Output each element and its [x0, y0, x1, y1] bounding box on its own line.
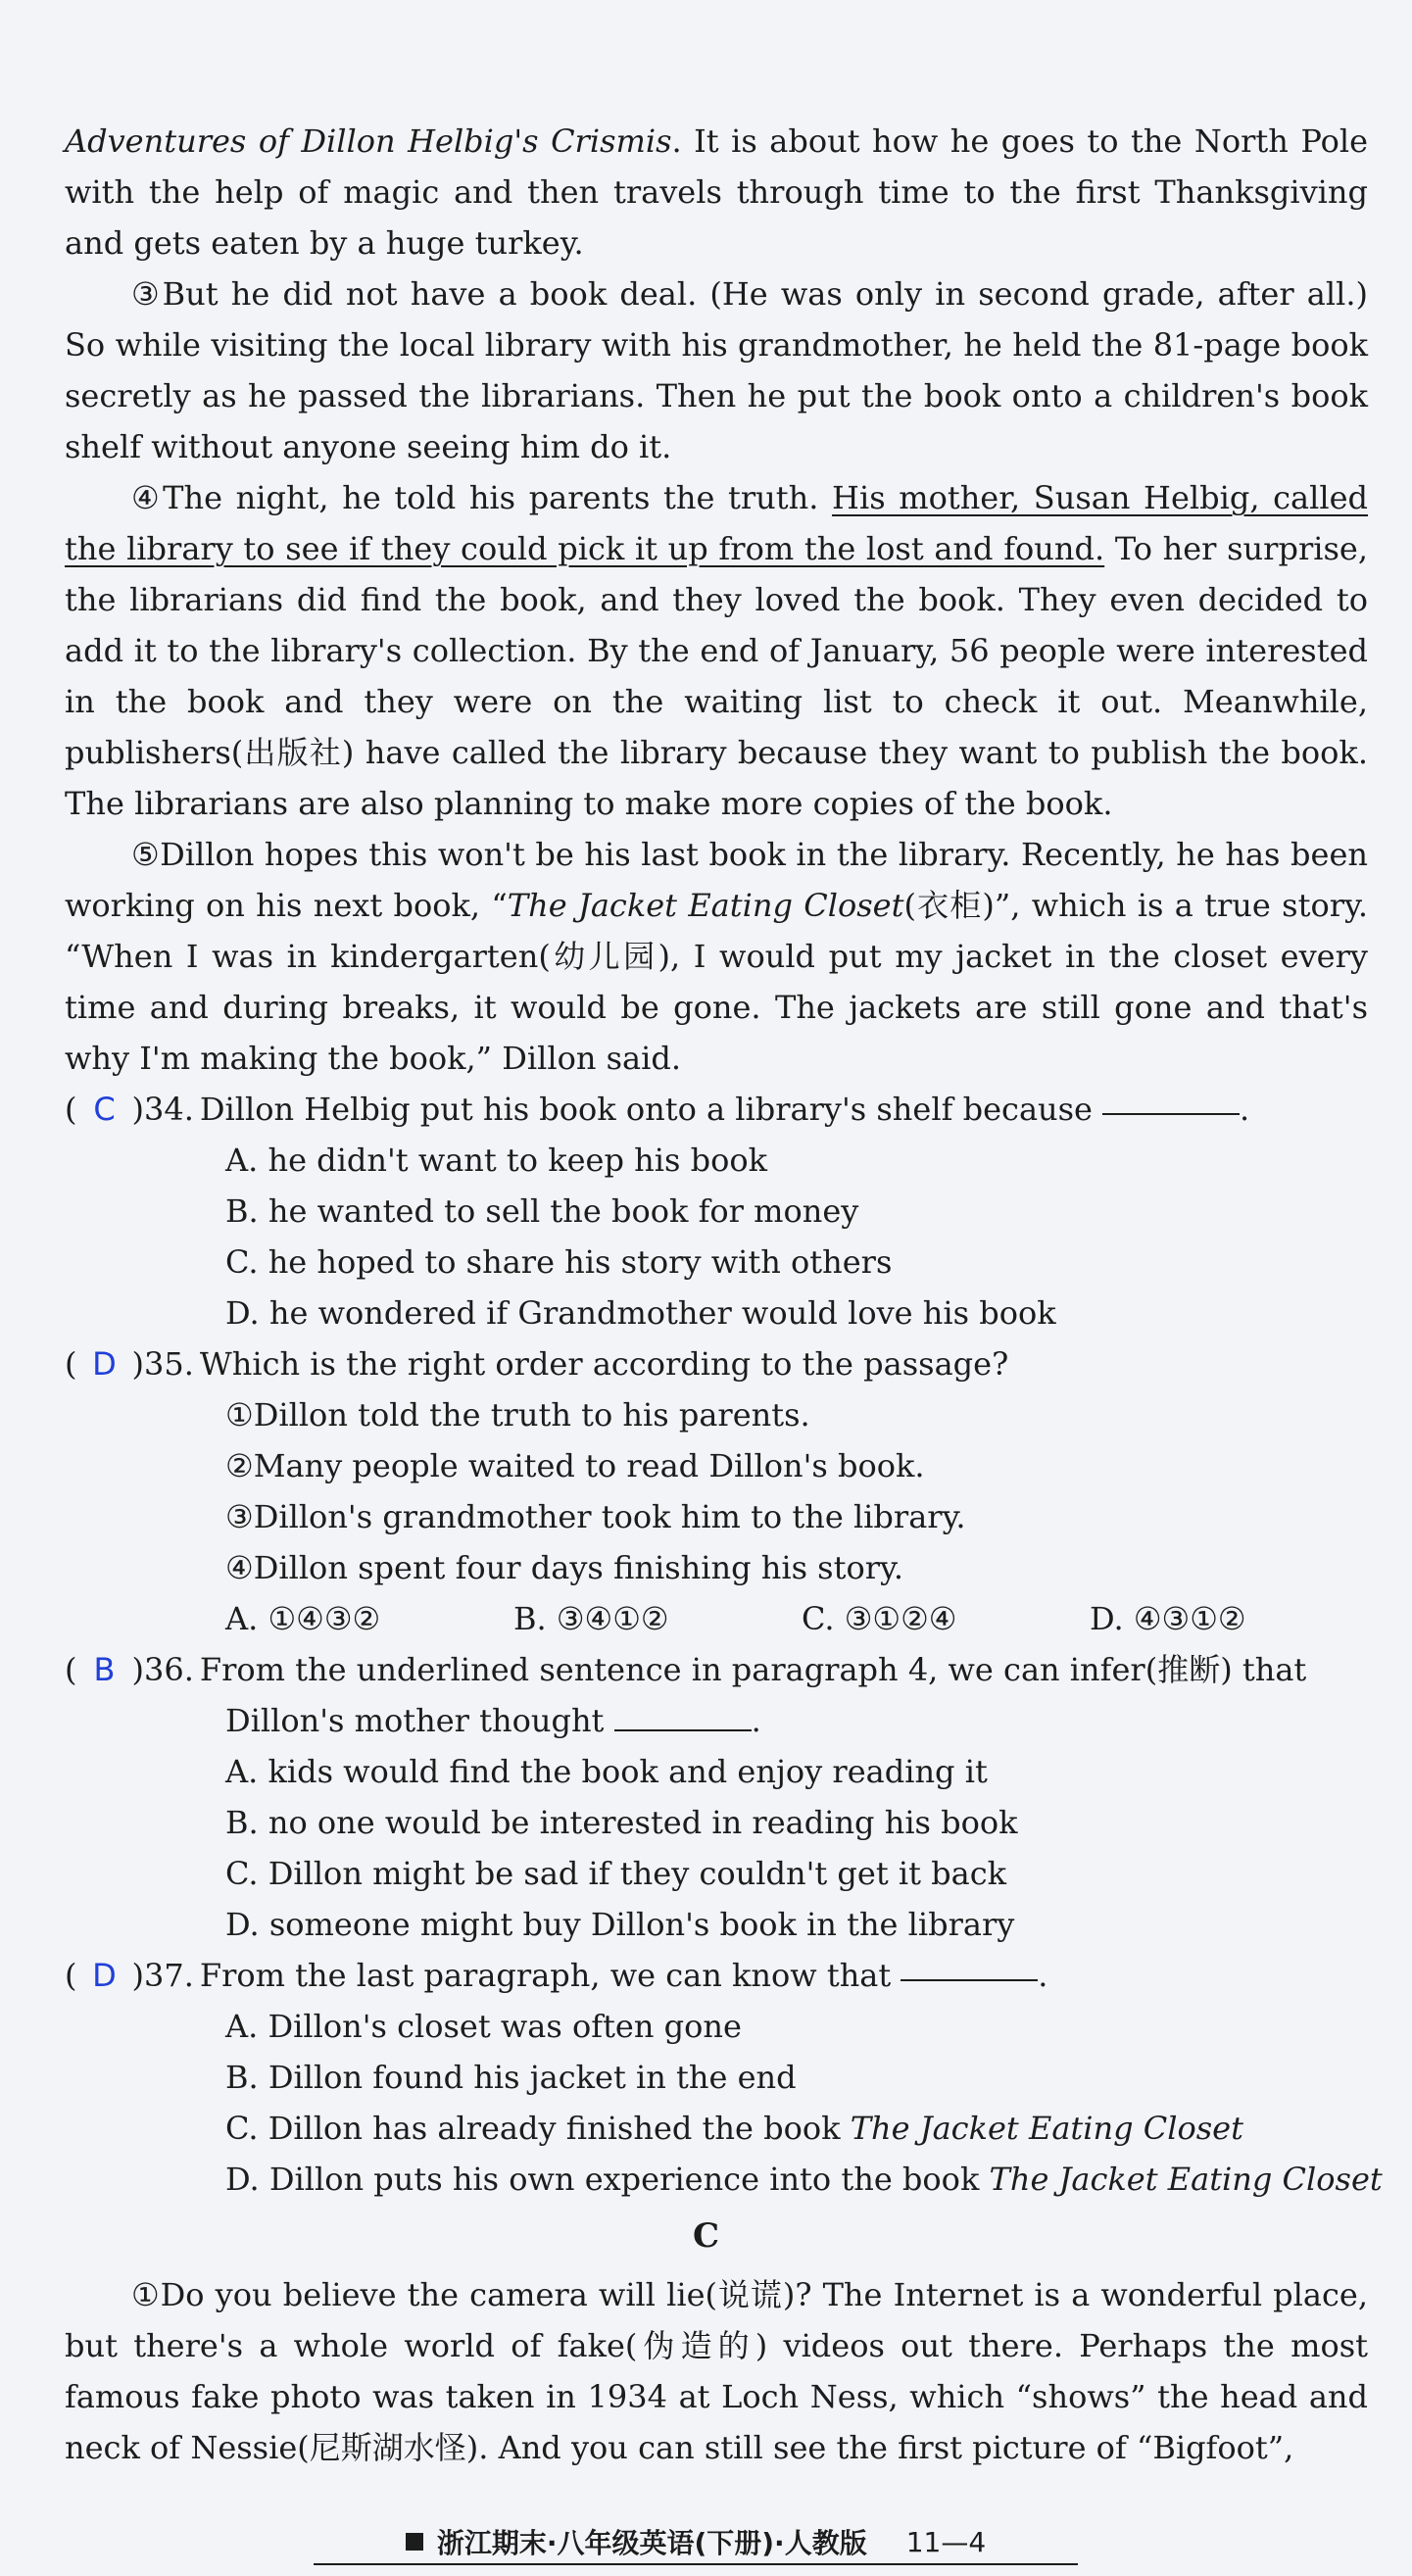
question-stem: Which is the right order according to the passage?	[199, 1345, 1009, 1383]
option-d: D. someone might buy Dillon's book in the library	[225, 1906, 1015, 1943]
order-item-1: ①Dillon told the truth to his parents.	[225, 1396, 810, 1434]
period: .	[751, 1702, 761, 1739]
book-title: The Jacket Eating Closet	[850, 2110, 1243, 2147]
paragraph-text: (衣柜)”, which is a true story. “When I was in kindergarten(幼儿园), I would put my jacket in the closet every time and during breaks, it would be gone. The jackets are still gone and that's why I'm making the book,” Dillon said.	[65, 887, 1369, 1077]
option-b: B. Dillon found his jacket in the end	[225, 2059, 797, 2096]
option-d: D. ④③①②	[1090, 1600, 1246, 1637]
book-title: The Jacket Eating Closet	[507, 887, 904, 924]
option-c	[225, 2103, 1378, 2154]
option-d	[225, 2154, 1383, 2205]
period: .	[1239, 1091, 1250, 1128]
option-a: A. kids would find the book and enjoy reading it	[225, 1753, 988, 1790]
footer-square-icon	[406, 2533, 423, 2551]
option-text: C. Dillon has already finished the book	[225, 2110, 851, 2147]
paragraph-text: ③But he did not have a book deal. (He was only in second grade, after all.) So while visiting the local library with his grandmother, he held the 81-page book secretly as he passed the librarians. Then he put the book onto a children's book shelf without anyone seeing him do it.	[65, 275, 1368, 465]
question-stem: From the underlined sentence in paragraph 4, we can infer(推断) that	[199, 1651, 1307, 1688]
book-title: Adventures of Dillon Helbig's Crismis	[65, 122, 672, 160]
passage-b-paragraph-5	[65, 829, 1368, 1084]
open-paren: (	[65, 1957, 77, 1994]
question-stem-line-2: Dillon's mother thought	[225, 1702, 605, 1739]
underlined-sentence: His mother, Susan Helbig, called the library to see if they could pick it up from the lost and found.	[65, 479, 1369, 567]
question-number: )36.	[131, 1651, 194, 1688]
passage-b-paragraph-2-tail	[65, 116, 1368, 268]
footer-title: 浙江期末·八年级英语(下册)·人教版	[436, 2527, 867, 2559]
section-c-heading: C	[692, 2216, 720, 2256]
option-a: A. Dillon's closet was often gone	[225, 2008, 742, 2045]
order-item-2: ②Many people waited to read Dillon's book.	[225, 1447, 925, 1484]
question-34	[65, 1084, 1378, 1338]
paragraph-text: ④The night, he told his parents the truth.	[131, 479, 833, 516]
option-b: B. ③④①②	[513, 1600, 669, 1637]
order-item-3: ③Dillon's grandmother took him to the library.	[225, 1498, 966, 1535]
question-number: )35.	[131, 1345, 194, 1383]
option-c: C. he hoped to share his story with others	[225, 1243, 893, 1281]
open-paren: (	[65, 1651, 77, 1688]
option-c: C. Dillon might be sad if they couldn't get it back	[225, 1855, 1006, 1892]
question-36	[65, 1644, 1378, 1950]
question-37	[65, 1950, 1383, 2205]
order-item-4: ④Dillon spent four days finishing his story.	[225, 1549, 903, 1586]
passage-b-paragraph-4	[65, 472, 1368, 829]
question-35	[65, 1338, 1378, 1644]
answer-blank	[1102, 1084, 1240, 1115]
question-number: )37.	[131, 1957, 194, 1994]
answer-blank	[901, 1950, 1038, 1981]
paragraph-text: . It is about how he goes to the North Pole with the help of magic and then travels through time to the first Thanksgiving and gets eaten by a huge turkey.	[65, 122, 1369, 262]
passage-b-paragraph-3	[65, 268, 1368, 472]
period: .	[1038, 1957, 1048, 1994]
option-b: B. no one would be interested in reading his book	[225, 1804, 1018, 1841]
answer-mark: D	[92, 1345, 117, 1383]
open-paren: (	[65, 1091, 77, 1128]
paragraph-text: ①Do you believe the camera will lie(说谎)? The Internet is a wonderful place, but there's a whole world of fake(伪造的) videos out there. Perhaps the most famous fake photo was taken in 1934 at Loch Ness, which “shows” the head and neck of Nessie(尼斯湖水怪). And you can still see the first picture of “Bigfoot”,	[65, 2276, 1368, 2466]
option-b: B. he wanted to sell the book for money	[225, 1192, 859, 1230]
option-c: C. ③①②④	[802, 1600, 957, 1637]
question-stem: From the last paragraph, we can know that	[199, 1957, 892, 1994]
paragraph-text: To her surprise, the librarians did find the book, and they loved the book. They even decided to add it to the library's collection. By the end of January, 56 people were interested in the book and they were on the waiting list to check it out. Meanwhile, publishers(出版社) have called the library because they want to publish the book. The librarians are also planning to make more copies of the book.	[65, 530, 1369, 822]
page-number: 11—4	[905, 2525, 987, 2558]
answer-blank	[614, 1700, 752, 1731]
option-a: A. ①④③②	[225, 1600, 381, 1637]
option-d: D. he wondered if Grandmother would love his book	[225, 1294, 1056, 1332]
passage-c-paragraph-1	[65, 2269, 1368, 2473]
answer-mark: C	[93, 1091, 116, 1128]
answer-mark: B	[93, 1651, 116, 1688]
option-text: D. Dillon puts his own experience into the book	[225, 2161, 990, 2198]
answer-mark: D	[92, 1957, 117, 1994]
open-paren: (	[65, 1345, 77, 1383]
question-number: )34.	[131, 1091, 194, 1128]
paragraph-text: ⑤Dillon hopes this won't be his last book in the library. Recently, he has been working on his next book, “	[65, 836, 1368, 924]
page-footer	[314, 2520, 1078, 2565]
option-a: A. he didn't want to keep his book	[225, 1142, 767, 1179]
question-stem: Dillon Helbig put his book onto a library's shelf because	[199, 1091, 1093, 1128]
book-title: The Jacket Eating Closet	[989, 2161, 1383, 2198]
